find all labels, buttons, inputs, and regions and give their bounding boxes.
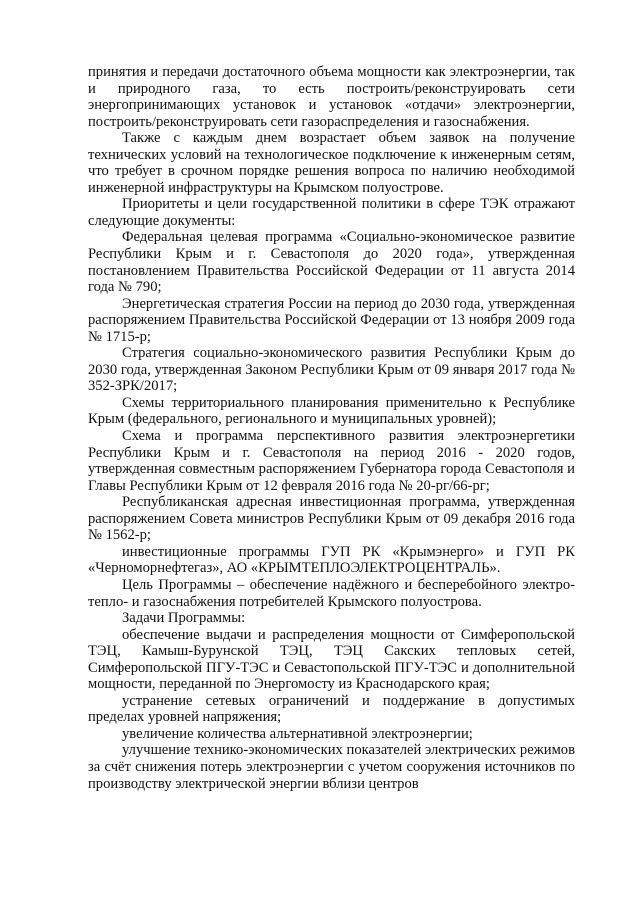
paragraph: увеличение количества альтернативной электроэнергии; — [122, 725, 473, 742]
paragraph: Приоритеты и цели государственной политики в сфере ТЭК отражают следующие документы: — [88, 196, 575, 229]
paragraph: Республиканская адресная инвестиционная программа, утвержденная распоряжением Совета министров Республики Крым от 09 декабря 2016 года № 1562-р; — [88, 494, 575, 544]
paragraph: улучшение технико-экономических показателей электрических режимов за счёт снижения потерь электроэнергии с учетом сооружения источников по производству электрической энергии вблизи центров — [88, 742, 575, 792]
paragraph: Задачи Программы: — [122, 610, 246, 627]
paragraph: Федеральная целевая программа «Социально-экономическое развитие Республики Крым и г. Севастополя до 2020 года», утвержденная постановлением Правительства Российской Федерации от 11 августа 2014 года № 790; — [88, 229, 575, 296]
paragraph: Цель Программы – обеспечение надёжного и бесперебойного электро- тепло- и газоснабжения потребителей Крымского полуострова. — [88, 576, 575, 610]
document-page — [88, 64, 575, 792]
paragraph: Энергетическая стратегия России на период до 2030 года, утвержденная распоряжением Правительства Российской Федерации от 13 ноября 2009 года № 1715-р; — [88, 295, 575, 345]
paragraph: устранение сетевых ограничений и поддержание в допустимых пределах уровней напряжения; — [88, 692, 575, 726]
paragraph: Также с каждым днем возрастает объем заявок на получение технических условий на технологическое подключение к инженерным сетям, что требует в срочном порядке решения вопроса по наличию необходимой инженерной инфраструктуры на Крымском полуострове. — [88, 130, 575, 196]
paragraph: Схема и программа перспективного развития электроэнергетики Республики Крым и г. Севастополя на период 2016 - 2020 годов, утвержденная совместным распоряжением Губернатора города Севастополя и Главы Республики Крым от 12 февраля 2016 года № 20-рг/66-рг; — [88, 428, 575, 494]
paragraph: Схемы территориального планирования применительно к Республике Крым (федерального, регионального и муниципальных уровней); — [88, 394, 575, 428]
paragraph: обеспечение выдачи и распределения мощности от Симферопольской ТЭЦ, Камыш-Бурунской ТЭЦ, ТЭЦ Сакских тепловых сетей, Симферопольской ПГУ-ТЭС и Севастопольской ПГУ-ТЭС и дополнительной мощности, переданной по Энергомосту из Краснодарского края; — [88, 626, 575, 693]
paragraph: Стратегия социально-экономического развития Республики Крым до 2030 года, утвержденная Законом Республики Крым от 09 января 2017 года № 352-ЗРК/2017; — [88, 345, 575, 395]
paragraph: инвестиционные программы ГУП РК «Крымэнерго» и ГУП РК «Черноморнефтегаз», АО «КРЫМТЕПЛОЭЛЕКТРОЦЕНТРАЛЬ». — [88, 543, 575, 577]
paragraph: принятия и передачи достаточного объема мощности как электроэнергии, так и природного газа, то есть построить/реконструировать сети энергопринимающих установок и установок «отдачи» электроэнергии, построить/реконструировать сети газораспределения и газоснабжения. — [88, 64, 575, 130]
